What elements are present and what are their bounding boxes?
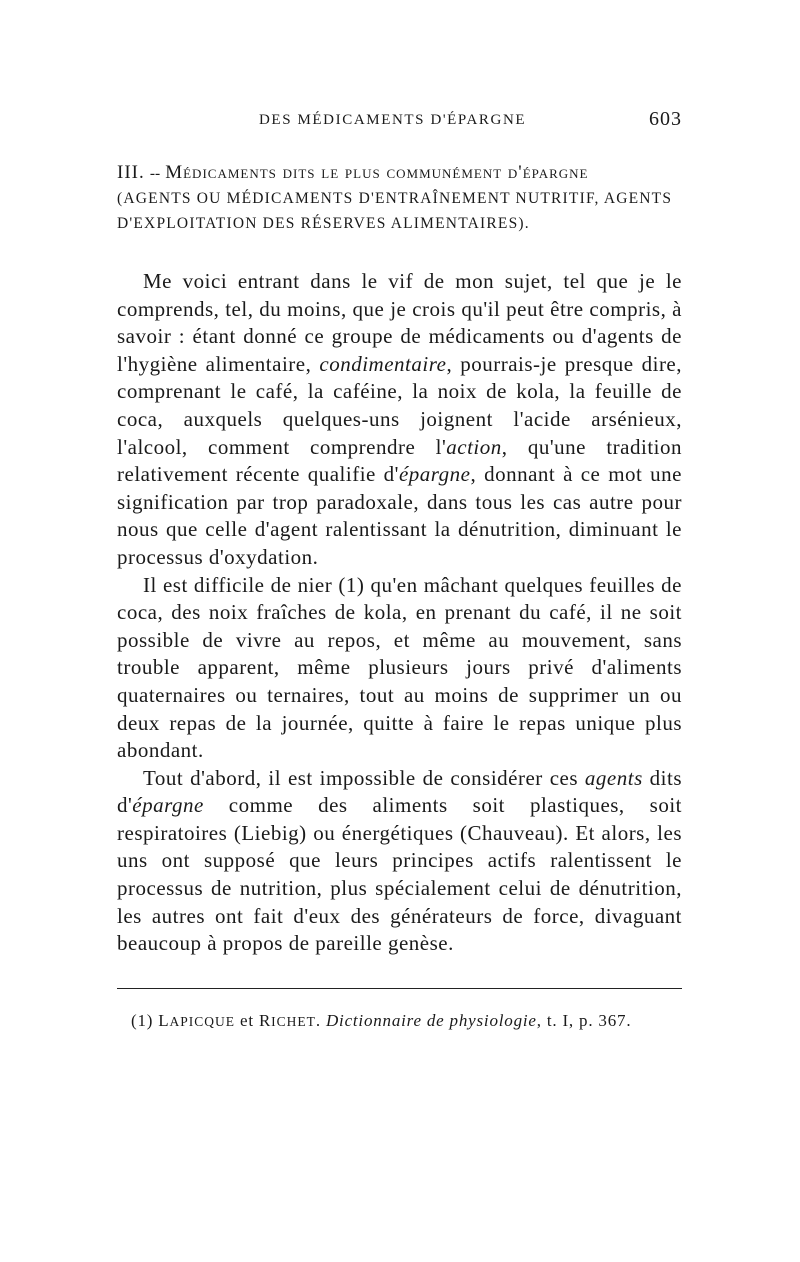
paragraph-2: Il est difficile de nier (1) qu'en mâchant quelques feuilles de coca, des noix fraîches de kola, en prenant du café, il ne soit possible de vivre au repos, et même au mouvement, sans trouble apparent, même plusieurs jours privé d'aliments quaternaires ou ternaires, tout au moins de supprimer un ou deux repas de la journée, quitte à faire le repas unique plus abondant.	[117, 572, 682, 763]
section-heading	[117, 160, 682, 236]
p3-text-c: dits d'	[117, 765, 683, 818]
footnote-title: Dictionnaire de physiologie	[325, 1010, 537, 1030]
footnote-author2-cap: R	[258, 1010, 272, 1030]
section-dash: --	[149, 165, 161, 182]
p3-italic-agents: agents	[584, 765, 643, 790]
footnote-author1-cap: L	[158, 1010, 170, 1030]
paragraph-1	[117, 268, 682, 572]
footnote	[117, 1011, 682, 1031]
footnote-conj: et	[235, 1010, 259, 1030]
section-heading-line-3: D'EXPLOITATION DES RÉSERVES ALIMENTAIRES).	[117, 215, 530, 232]
section-title-line-1: Médicaments dits le plus communément d'épargne	[165, 162, 589, 183]
section-numeral: III.	[117, 162, 145, 183]
body-text	[117, 268, 682, 958]
p3-text-e: comme des aliments soit plastiques, soit respiratoires (Liebig) ou énergétiques (Chauveau). Et alors, les uns ont supposé que leurs principes actifs ralentissent le processus de nutrition, plus spécialement celui de dénutrition, les autres ont fait d'eux des générateurs de force, divaguant beaucoup à propos de pareille genèse.	[117, 793, 682, 956]
footnote-marker: (1)	[131, 1010, 154, 1030]
footnote-after-authors: .	[315, 1010, 326, 1030]
paragraph-3	[117, 765, 682, 958]
p1-text-a: Me voici entrant dans le vif de mon sujet, tel que je le comprends, tel, du moins, que je crois qu'il peut être compris, à savoir : étant donné ce groupe de médicaments ou d'agents de l'hygiène alimentaire,	[117, 269, 682, 376]
p1-text-g: , donnant à ce mot une signification par trop paradoxale, dans tous les cas autre pour nous que celle d'agent ralentissant la dénutrition, diminuant le processus d'oxydation.	[117, 462, 683, 569]
running-title: DES MÉDICAMENTS D'ÉPARGNE	[259, 112, 527, 128]
p1-text-e: , qu'une tradition relativement récente qualifie d'	[117, 434, 682, 487]
book-page	[117, 108, 682, 1031]
section-heading-line-2: (AGENTS OU MÉDICAMENTS D'ENTRAÎNEMENT NUTRITIF, AGENTS	[117, 190, 673, 207]
p1-italic-condimentaire: condimentaire	[319, 351, 447, 376]
p1-text-c: , pourrais-je presque dire, comprenant le café, la caféine, la noix de kola, la feuille de coca, auxquels quelques-uns joignent l'acide arsénieux, l'alcool, comment comprendre l'	[117, 351, 683, 459]
p1-italic-action: action	[446, 434, 502, 459]
section-heading-line-1	[117, 160, 682, 186]
p3-italic-epargne: épargne	[132, 793, 204, 818]
page-number: 603	[649, 108, 682, 130]
footnote-author1-rest: APICQUE	[169, 1013, 235, 1029]
footnote-ref: , t. I, p. 367.	[536, 1010, 632, 1030]
running-header	[117, 108, 682, 138]
footnote-rule	[117, 988, 682, 989]
p3-text-a: Tout d'abord, il est impossible de considérer ces	[143, 765, 585, 790]
footnote-author2-rest: ICHET	[271, 1013, 316, 1029]
p1-italic-epargne: épargne	[398, 462, 471, 487]
